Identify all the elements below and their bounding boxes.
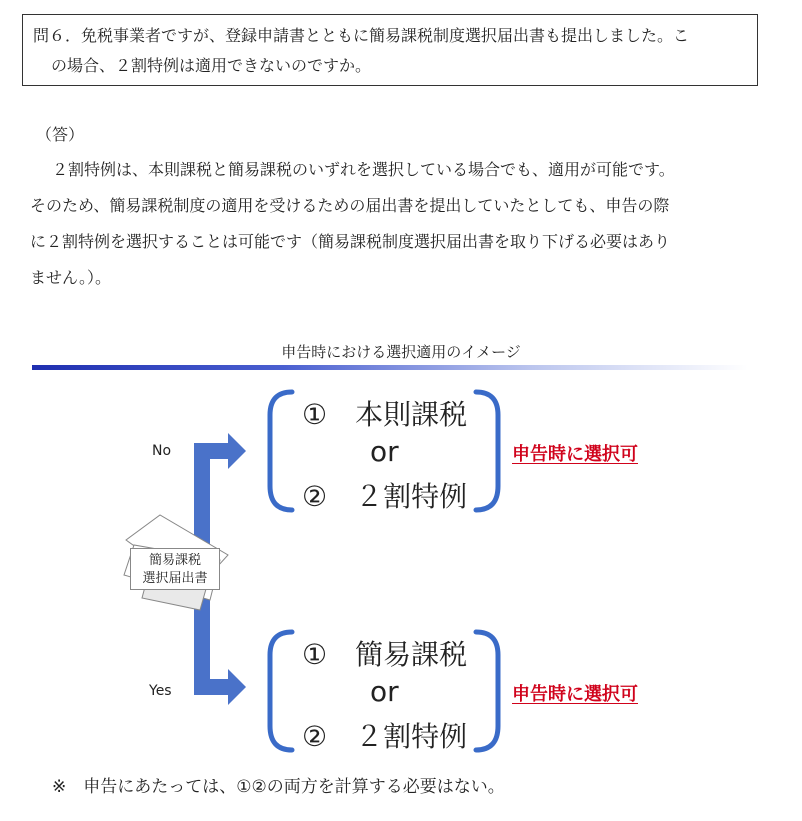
footnote: ※ 申告にあたっては、①②の両方を計算する必要はない。 bbox=[52, 777, 505, 797]
document-label bbox=[130, 548, 220, 590]
answer-line: そのため、簡易課税制度の適用を受けるための届出書を提出していたとしても、申告の際 bbox=[30, 196, 670, 215]
top-selectable-label: 申告時に選択可 bbox=[512, 444, 638, 465]
flow-arrow-no-head bbox=[228, 433, 246, 469]
bottom-option-1: ① 簡易課税 bbox=[302, 638, 468, 671]
no-label: No bbox=[152, 443, 172, 459]
bracket-right-top bbox=[476, 392, 498, 510]
document-label-line2: 選択届出書 bbox=[142, 571, 208, 586]
bottom-option-2: ② ２割特例 bbox=[302, 720, 468, 753]
document-label-line1: 簡易課税 bbox=[148, 553, 201, 568]
bottom-option-or: or bbox=[370, 675, 399, 708]
flow-arrow-yes-head bbox=[228, 669, 246, 705]
top-option-or: or bbox=[370, 435, 399, 468]
bracket-left-bottom bbox=[270, 632, 292, 750]
flow-arrow-no-shaft bbox=[194, 443, 230, 459]
answer-line: に２割特例を選択することは可能です（簡易課税制度選択届出書を取り下げる必要はあり bbox=[30, 232, 671, 251]
answer-heading: （答） bbox=[36, 125, 85, 144]
question-line-1: 問６．免税事業者ですが、登録申請書とともに簡易課税制度選択届出書も提出しました。こ bbox=[33, 26, 690, 45]
answer-line: ません。）。 bbox=[30, 268, 111, 287]
answer-line: ２割特例は、本則課税と簡易課税のいずれを選択している場合でも、適用が可能です。 bbox=[52, 160, 675, 179]
yes-label: Yes bbox=[149, 683, 172, 699]
figure-title: 申告時における選択適用のイメージ bbox=[281, 343, 521, 361]
question-line-2: の場合、２割特例は適用できないのですか。 bbox=[51, 56, 372, 75]
bracket-right-bottom bbox=[476, 632, 498, 750]
top-option-1: ① 本則課税 bbox=[302, 398, 468, 431]
bracket-left-top bbox=[270, 392, 292, 510]
flow-arrow-yes-shaft bbox=[194, 679, 230, 695]
top-option-2: ② ２割特例 bbox=[302, 480, 468, 513]
bottom-selectable-label: 申告時に選択可 bbox=[512, 684, 638, 705]
